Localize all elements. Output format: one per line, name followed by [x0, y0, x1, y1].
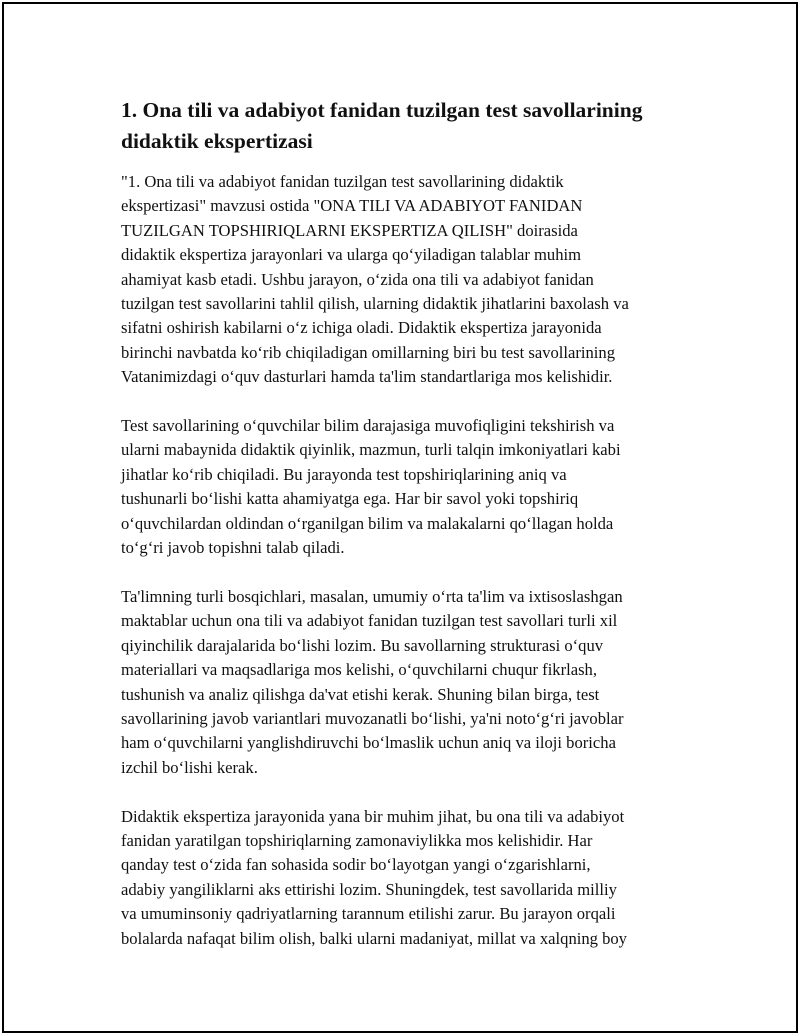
text-line: maktablar uchun ona tili va adabiyot fanidan tuzilgan test savollari turli xil	[121, 611, 618, 631]
text-line: ularni mabaynida didaktik qiyinlik, mazmun, turli talqin imkoniyatlari kabi	[121, 440, 621, 460]
text-line: o‘quvchilardan oldindan o‘rganilgan bilim va malakalarni qo‘llagan holda	[121, 513, 614, 533]
document-heading	[121, 95, 691, 157]
text-line: fanidan yaratilgan topshiriqlarning zamonaviylikka mos kelishidir. Har	[121, 830, 593, 850]
text-line: jihatlar ko‘rib chiqiladi. Bu jarayonda test topshiriqlarining aniq va	[121, 464, 567, 484]
text-line: ham o‘quvchilarni yanglishdiruvchi bo‘lmaslik uchun aniq va iloji boricha	[121, 733, 616, 753]
text-line: to‘g‘ri javob topishni talab qiladi.	[121, 538, 345, 558]
text-line: savollarining javob variantlari muvozanatli bo‘lishi, ya'ni noto‘g‘ri javoblar	[121, 708, 624, 728]
text-line: izchil bo‘lishi kerak.	[121, 757, 258, 777]
paragraph-4	[121, 805, 691, 951]
text-line: ahamiyat kasb etadi. Ushbu jarayon, o‘zida ona tili va adabiyot fanidan	[121, 269, 594, 289]
text-line: tushunarli bo‘lishi katta ahamiyatga ega. Har bir savol yoki topshiriq	[121, 489, 579, 509]
heading-line: didaktik ekspertizasi	[121, 129, 313, 153]
text-line: adabiy yangiliklarni aks ettirishi lozim. Shuningdek, test savollarida milliy	[121, 879, 617, 899]
text-line: va umuminsoniy qadriyatlarning tarannum etilishi zarur. Bu jarayon orqali	[121, 904, 616, 924]
text-line: didaktik ekspertiza jarayonlari va ularga qo‘yiladigan talablar muhim	[121, 245, 582, 265]
text-line: sifatni oshirish kabilarni o‘z ichiga oladi. Didaktik ekspertiza jarayonida	[121, 318, 602, 338]
text-line: Didaktik ekspertiza jarayonida yana bir muhim jihat, bu ona tili va adabiyot	[121, 806, 625, 826]
text-line: bolalarda nafaqat bilim olish, balki ularni madaniyat, millat va xalqning boy	[121, 928, 627, 948]
text-line: "1. Ona tili va adabiyot fanidan tuzilgan test savollarining didaktik	[121, 172, 564, 191]
text-line: materiallari va maqsadlariga mos kelishi, o‘quvchilarni chuqur fikrlash,	[121, 660, 598, 680]
text-line: Ta'limning turli bosqichlari, masalan, umumiy o‘rta ta'lim va ixtisoslashgan	[121, 586, 623, 606]
text-line: qiyinchilik darajalarida bo‘lishi lozim. Bu savollarning strukturasi o‘quv	[121, 635, 604, 655]
paragraph-2	[121, 414, 691, 560]
text-line: Vatanimizdagi o‘quv dasturlari hamda ta'lim standartlariga mos kelishidir.	[121, 367, 613, 387]
text-line: ekspertizasi" mavzusi ostida "ONA TILI VA ADABIYOT FANIDAN	[121, 196, 583, 216]
paragraph-3	[121, 585, 691, 780]
text-line: tuzilgan test savollarini tahlil qilish, ularning didaktik jihatlarini baxolash va	[121, 294, 629, 314]
text-line: qanday test o‘zida fan sohasida sodir bo‘layotgan yangi o‘zgarishlarni,	[121, 855, 591, 875]
text-line: birinchi navbatda ko‘rib chiqiladigan omillarning biri bu test savollarining	[121, 342, 616, 362]
page-frame	[2, 2, 798, 1033]
heading-line: 1. Ona tili va adabiyot fanidan tuzilgan test savollarining	[121, 98, 643, 122]
paragraph-1	[121, 170, 691, 390]
text-line: Test savollarining o‘quvchilar bilim darajasiga muvofiqligini tekshirish va	[121, 416, 615, 436]
text-line: tushunish va analiz qilishga da'vat etishi kerak. Shuning bilan birga, test	[121, 684, 600, 704]
document-body	[121, 95, 691, 975]
text-line: TUZILGAN TOPSHIRIQLARNI EKSPERTIZA QILISH" doirasida	[121, 220, 578, 240]
